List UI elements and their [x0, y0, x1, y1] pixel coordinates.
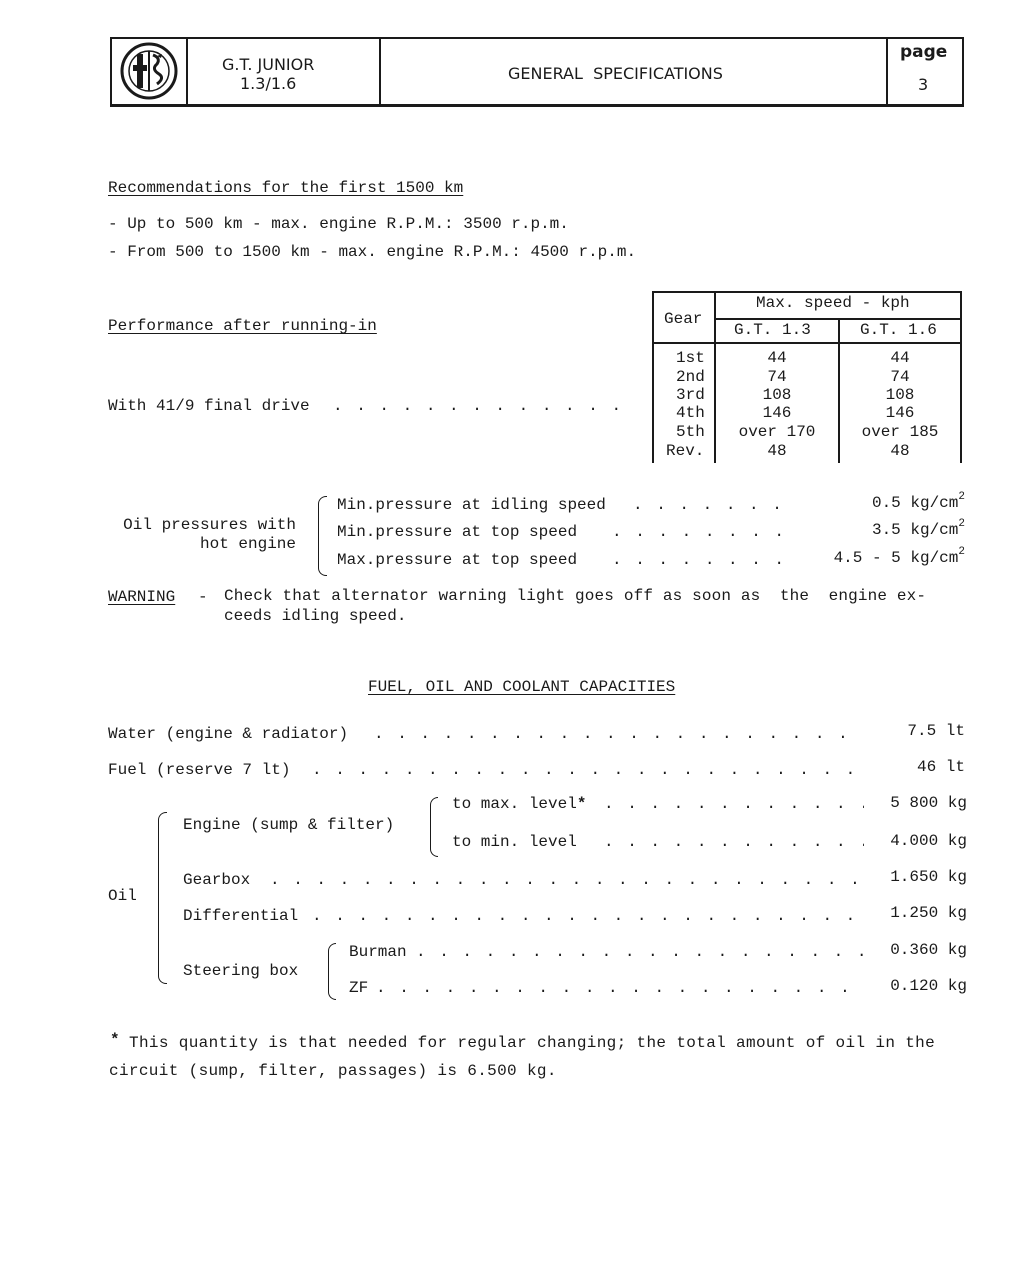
speed-cell: 146: [762, 404, 792, 422]
gear-cell: 4th: [676, 404, 705, 422]
model-header-gt16: G.T. 1.6: [860, 321, 937, 339]
capacities-title: FUEL, OIL AND COOLANT CAPACITIES: [368, 678, 676, 696]
footnote-star: *: [110, 1031, 120, 1049]
performance-title: Performance after running-in: [108, 317, 377, 335]
warning-label: WARNING: [108, 588, 176, 606]
final-drive-leader: [333, 397, 633, 415]
speed-cell: 48: [890, 442, 910, 460]
gear-cell: 5th: [676, 423, 705, 441]
oil-brace: [158, 812, 167, 984]
gear-cell: 3rd: [676, 386, 705, 404]
engine-min-label: to min. level: [452, 833, 577, 851]
engine-max-leader: [604, 795, 864, 813]
gear-cell: 2nd: [676, 368, 705, 386]
engine-max-value: 5 800 kg: [890, 794, 967, 812]
running-in-item-1: - Up to 500 km - max. engine R.P.M.: 3500 r.p.m.: [108, 215, 569, 233]
engine-min-value: 4.000 kg: [890, 832, 967, 850]
water-value: 7.5 lt: [907, 722, 965, 740]
header-divider-1: [186, 37, 188, 105]
burman-leader: [416, 943, 864, 961]
header-page-number: 3: [918, 75, 929, 94]
gearbox-value: 1.650 kg: [890, 868, 967, 886]
header-divider-3: [886, 37, 888, 105]
brand-logo: [117, 41, 181, 101]
steering-brace: [328, 943, 336, 1000]
pressure-label: Min.pressure at top speed: [337, 523, 578, 541]
water-label: Water (engine & radiator): [108, 725, 349, 743]
pressure-label: Max.pressure at top speed: [337, 551, 578, 569]
warning-text-1: Check that alternator warning light goes off as soon as the engine ex-: [224, 587, 927, 605]
speed-cell: 44: [767, 349, 787, 367]
pressure-label: Min.pressure at idling speed: [337, 496, 606, 514]
zf-leader: [376, 979, 864, 997]
engine-min-leader: [604, 833, 864, 851]
speed-cell: 44: [890, 349, 910, 367]
differential-label: Differential: [183, 907, 299, 925]
pressure-value: 0.5 $kg/cm^2$: [871, 491, 965, 512]
gear-header: Gear: [664, 310, 703, 328]
speed-cell: 146: [885, 404, 915, 422]
speed-header: Max. speed - kph: [756, 294, 910, 312]
footnote-line-2: circuit (sump, filter, passages) is 6.500 kg.: [109, 1062, 557, 1080]
steering-label: Steering box: [183, 962, 299, 980]
burman-label: Burman: [349, 943, 407, 961]
running-in-title: Recommendations for the first 1500 km: [108, 179, 464, 197]
water-leader: [374, 725, 864, 743]
fuel-value: 46 lt: [916, 758, 965, 776]
engine-label: Engine (sump & filter): [183, 816, 395, 834]
header-model-line1: G.T. JUNIOR: [222, 55, 315, 74]
speed-cell: over 185: [861, 423, 939, 441]
speed-cell: 74: [767, 368, 787, 386]
zf-value: 0.120 kg: [890, 977, 967, 995]
fuel-label: Fuel (reserve 7 lt): [108, 761, 291, 779]
differential-leader: [312, 907, 864, 925]
engine-max-label: to max. level*: [452, 795, 587, 813]
zf-label: ZF: [349, 979, 369, 997]
speed-cell: 108: [762, 386, 792, 404]
warning-dash: -: [198, 588, 208, 606]
burman-value: 0.360 kg: [890, 941, 967, 959]
gearbox-label: Gearbox: [183, 871, 251, 889]
fuel-leader: [312, 761, 864, 779]
pressure-value: 4.5 - 5 $kg/cm^2$: [833, 546, 965, 567]
warning-text-2: ceeds idling speed.: [224, 607, 407, 625]
oil-label: Oil: [108, 887, 137, 905]
pressure-value: 3.5 $kg/cm^2$: [871, 518, 965, 539]
gear-cell: Rev.: [666, 442, 705, 460]
header-divider-2: [379, 37, 381, 105]
speed-cell: over 170: [738, 423, 816, 441]
final-drive-label: With 41/9 final drive: [108, 397, 310, 415]
footnote-line-1: This quantity is that needed for regular changing; the total amount of oil in the: [129, 1034, 936, 1052]
oil-pressure-brace: [318, 496, 327, 576]
speed-cell: 48: [767, 442, 787, 460]
speed-cell: 74: [890, 368, 910, 386]
model-header-gt13: G.T. 1.3: [734, 321, 811, 339]
oil-pressure-label-2: hot engine: [199, 535, 296, 553]
header-page-label: page: [900, 42, 948, 62]
gear-cell: 1st: [676, 349, 705, 367]
header-model-line2: 1.3/1.6: [240, 74, 297, 93]
speed-cell: 108: [885, 386, 915, 404]
header-section-title: GENERAL SPECIFICATIONS: [508, 64, 723, 83]
running-in-item-2: - From 500 to 1500 km - max. engine R.P.M.: 4500 r.p.m.: [108, 243, 637, 261]
engine-brace: [430, 797, 438, 857]
oil-pressure-label-1: Oil pressures with: [123, 516, 296, 534]
differential-value: 1.250 kg: [890, 904, 967, 922]
gearbox-leader: [270, 871, 864, 889]
